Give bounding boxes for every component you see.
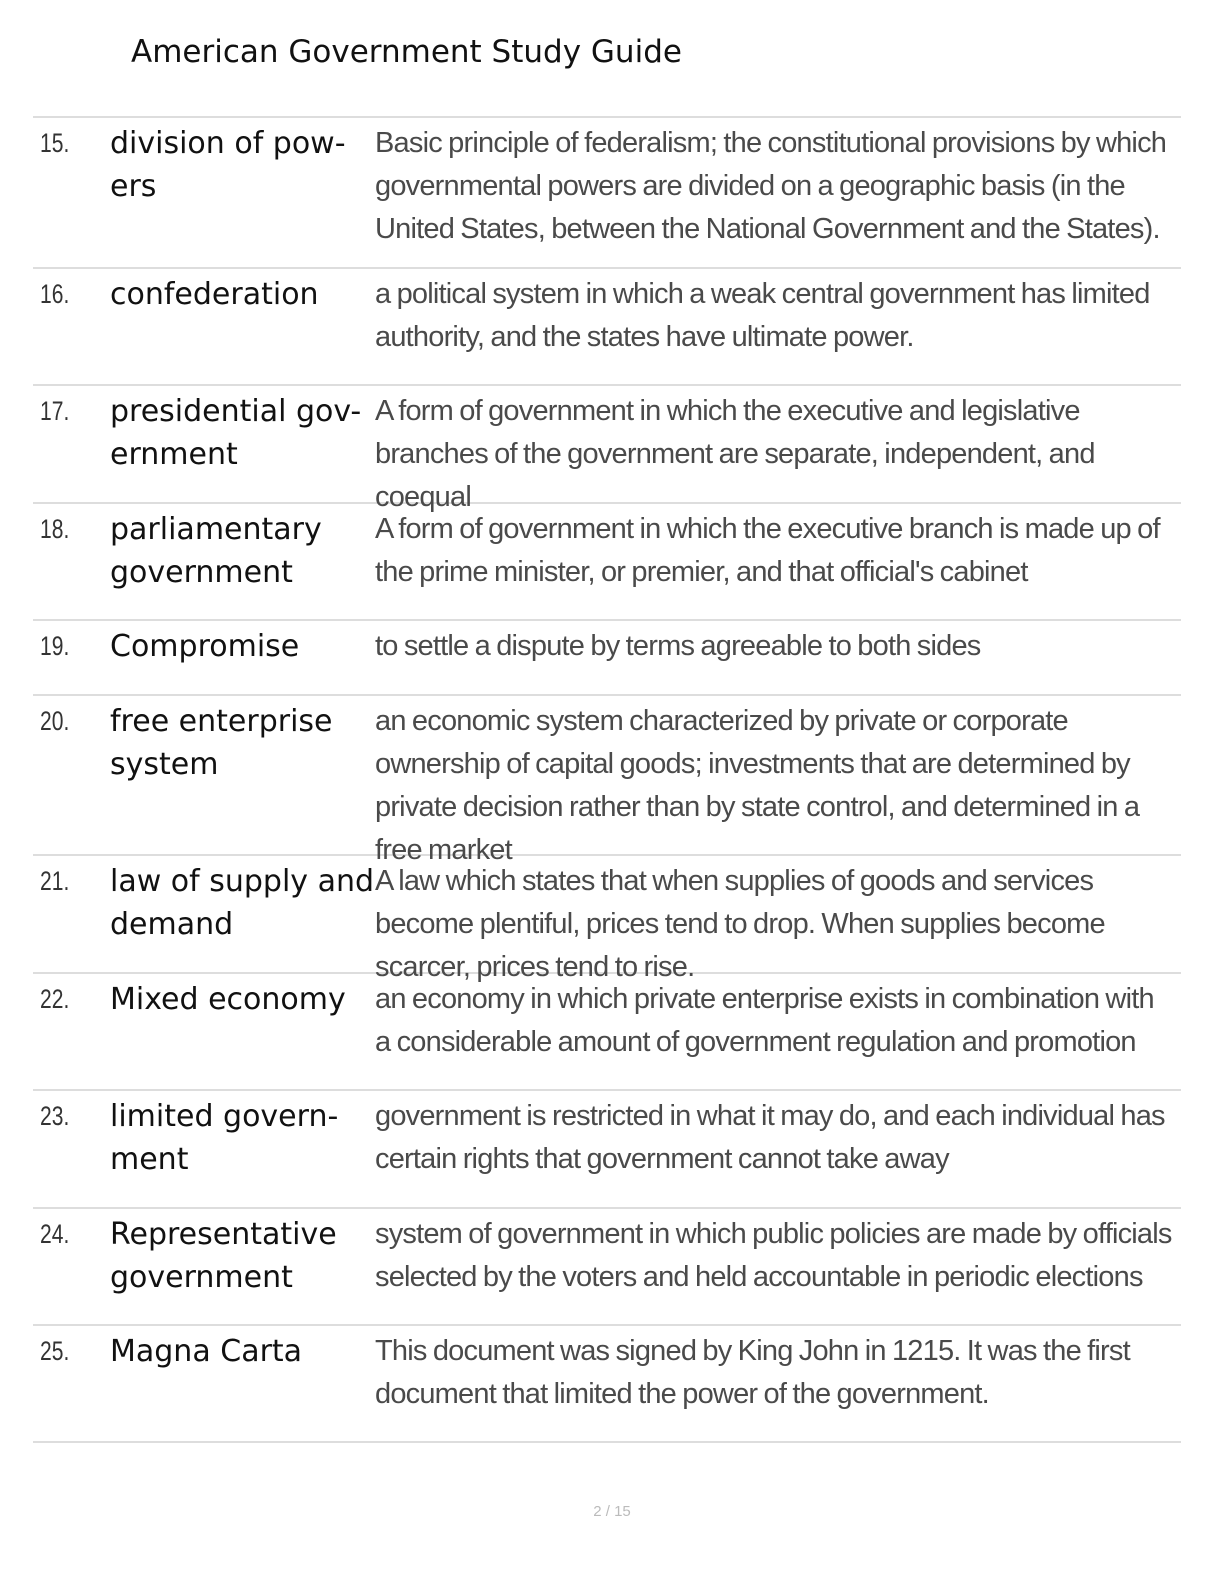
term-definition: government is restricted in what it may do, and each individual has certain rights that government cannot take away bbox=[375, 1100, 1165, 1175]
term-definition: system of government in which public policies are made by officials selected by the voters and held accountable in periodic elections bbox=[375, 1218, 1172, 1293]
term-definition: A form of government in which the executive branch is made up of the prime minister, or premier, and that official's cabinet bbox=[375, 513, 1160, 588]
term-number: 21. bbox=[40, 866, 70, 896]
term-number: 16. bbox=[40, 279, 70, 309]
term-number: 18. bbox=[40, 514, 70, 544]
term-number: 25. bbox=[40, 1336, 70, 1366]
term-row bbox=[33, 386, 1181, 513]
term-row bbox=[33, 504, 1181, 621]
term-number: 22. bbox=[40, 984, 70, 1014]
term-row bbox=[33, 269, 1181, 386]
term-number: 20. bbox=[40, 706, 70, 736]
term-name: Magna Carta bbox=[110, 1334, 303, 1369]
term-row bbox=[33, 621, 1181, 696]
term-row bbox=[33, 1209, 1181, 1326]
term-name: law of supply and demand bbox=[110, 864, 375, 942]
terms-table bbox=[33, 116, 1181, 1443]
term-definition: to settle a dispute by terms agreeable to both sides bbox=[375, 630, 981, 662]
term-row bbox=[33, 974, 1181, 1091]
term-name: Compromise bbox=[110, 629, 300, 664]
term-name: Representative government bbox=[110, 1217, 337, 1295]
term-definition: an economy in which private enterprise exists in combination with a considerable amount of government regulation and promotion bbox=[375, 983, 1154, 1058]
term-name: presidential gov- ernment bbox=[110, 394, 362, 472]
term-name: limited govern- ment bbox=[110, 1099, 339, 1177]
term-definition: a political system in which a weak central government has limited authority, and the states have ultimate power. bbox=[375, 278, 1150, 353]
term-name: division of pow- ers bbox=[110, 126, 346, 204]
term-number: 15. bbox=[40, 128, 70, 158]
page-number: 2 / 15 bbox=[593, 1503, 631, 1520]
term-number: 17. bbox=[40, 396, 70, 426]
term-row bbox=[33, 696, 1181, 866]
term-definition: an economic system characterized by private or corporate ownership of capital goods; investments that are determined by private decision rather than by state control, and determined in a free market bbox=[375, 705, 1140, 866]
term-number: 24. bbox=[40, 1219, 70, 1249]
term-name: Mixed economy bbox=[110, 982, 346, 1017]
term-definition: This document was signed by King John in 1215. It was the first document that limited the power of the government. bbox=[375, 1335, 1130, 1410]
term-row bbox=[33, 1091, 1181, 1209]
term-row bbox=[33, 118, 1181, 269]
term-row bbox=[33, 856, 1181, 983]
term-row bbox=[33, 1326, 1181, 1443]
term-number: 23. bbox=[40, 1101, 70, 1131]
term-name: confederation bbox=[110, 277, 319, 312]
page-title: American Government Study Guide bbox=[131, 34, 682, 70]
term-name: free enterprise system bbox=[110, 704, 333, 782]
term-definition: A form of government in which the executive and legislative branches of the government are separate, independent, and coequal bbox=[375, 395, 1095, 513]
term-definition: Basic principle of federalism; the constitutional provisions by which governmental powers are divided on a geographic basis (in the United States, between the National Government and the States). bbox=[375, 127, 1167, 245]
term-definition: A law which states that when supplies of goods and services become plentiful, prices tend to drop. When supplies become scarcer, prices tend to rise. bbox=[375, 865, 1105, 983]
term-number: 19. bbox=[40, 631, 70, 661]
term-name: parliamentary government bbox=[110, 512, 322, 590]
